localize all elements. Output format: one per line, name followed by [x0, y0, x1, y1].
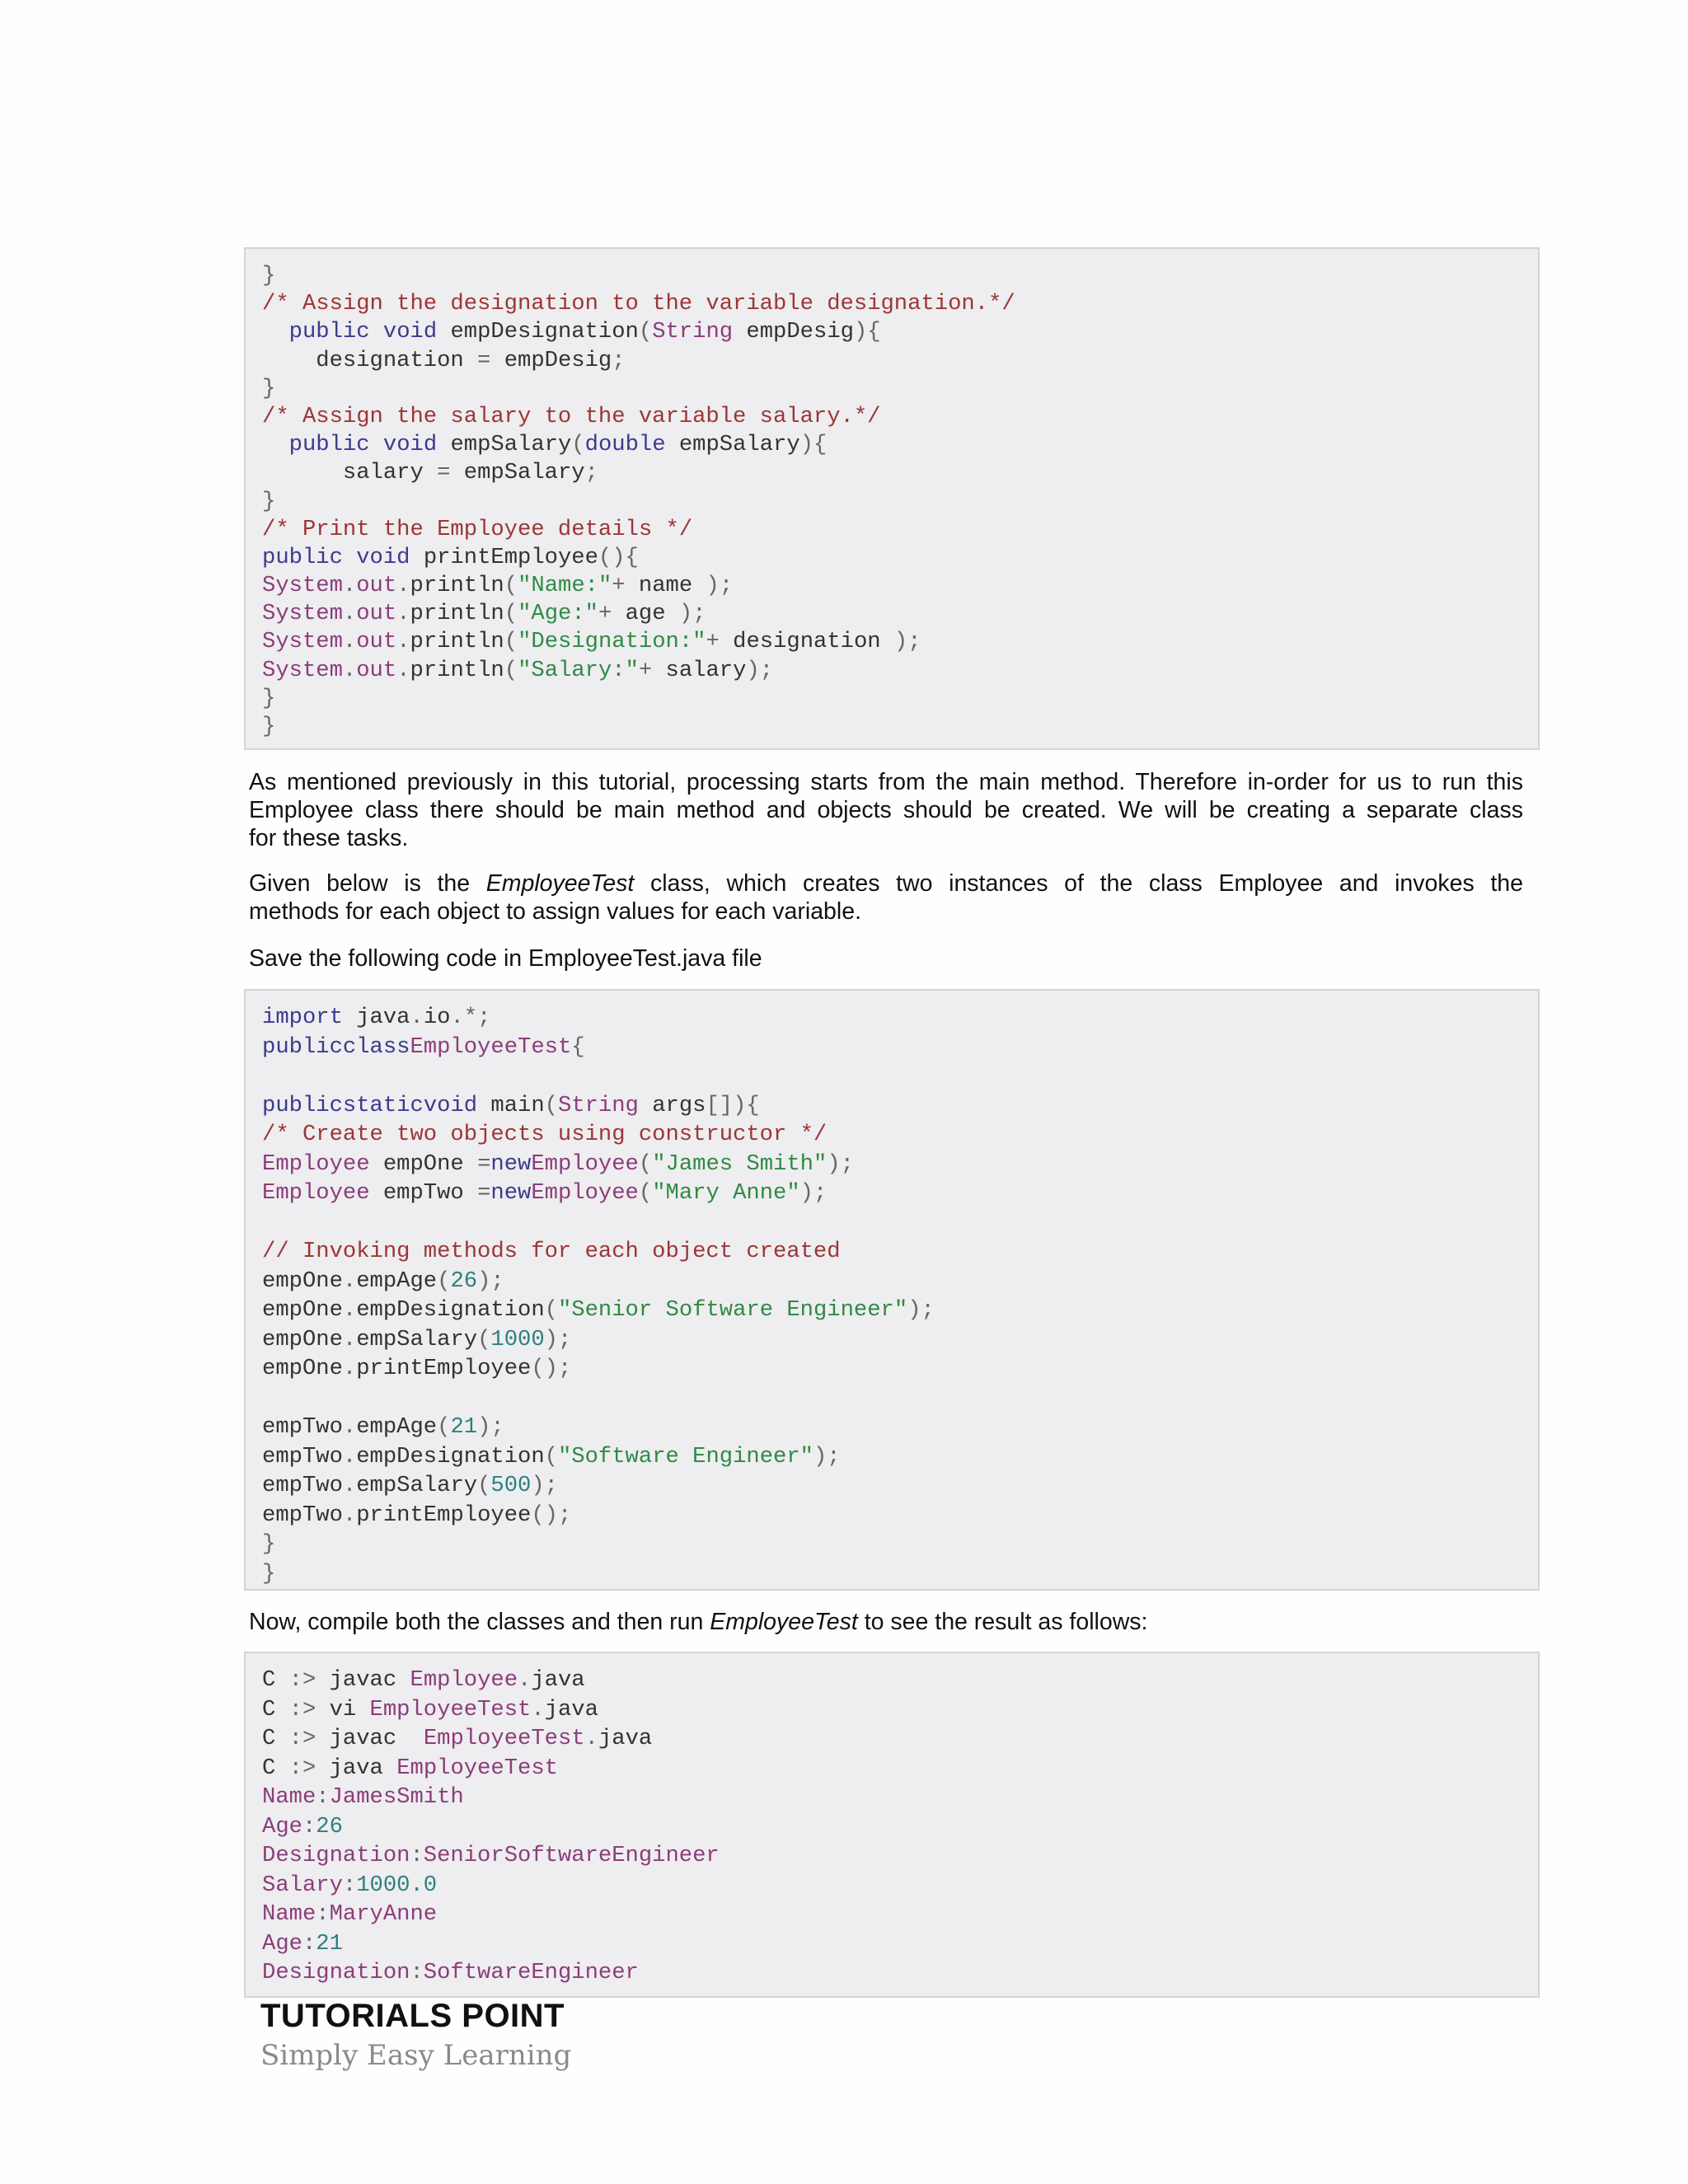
- code-token: :: [316, 1901, 330, 1927]
- code-line: [262, 459, 1538, 487]
- code-token: EmployeeTest: [423, 1726, 585, 1751]
- code-token: salary: [262, 460, 438, 486]
- code-token: static: [342, 1092, 424, 1118]
- code-line: [262, 431, 1538, 459]
- code-token: io: [423, 1005, 451, 1030]
- code-token: 21: [450, 1414, 478, 1440]
- code-token: .: [342, 1268, 357, 1294]
- code-token: .: [342, 601, 357, 627]
- code-token: =: [477, 1151, 491, 1177]
- code-line: [262, 1560, 1538, 1590]
- code-token: [370, 319, 383, 344]
- code-token: EmployeeTest: [396, 1755, 558, 1781]
- text-line: for these tasks.: [249, 825, 409, 851]
- code-token: ();: [531, 1502, 572, 1528]
- code-token: );: [813, 1443, 841, 1469]
- code-token: .: [342, 1414, 357, 1440]
- code-token: :: [410, 1960, 424, 1985]
- code-token: name: [625, 573, 706, 599]
- code-token: .: [518, 1667, 532, 1693]
- code-token: java: [531, 1667, 585, 1693]
- code-token: "Software Engineer": [557, 1443, 814, 1469]
- code-token: empTwo: [369, 1180, 478, 1206]
- code-token: 1000: [490, 1326, 545, 1352]
- code-token: 1000.0: [356, 1872, 438, 1898]
- code-token: .: [342, 629, 357, 655]
- text-span: to see the result as follows:: [857, 1609, 1148, 1635]
- code-token: =: [437, 460, 451, 486]
- code-token: out: [356, 657, 397, 683]
- code-token: );: [799, 1180, 828, 1206]
- code-token: println: [410, 601, 504, 627]
- code-token: void: [382, 432, 438, 458]
- code-line: [262, 318, 1538, 346]
- code-line: [262, 685, 1538, 713]
- code-token: empSalary: [450, 460, 585, 486]
- code-token: );: [531, 1473, 558, 1498]
- code-token: {: [571, 1033, 585, 1060]
- code-token: (: [477, 1473, 491, 1498]
- code-token: );: [746, 657, 774, 683]
- code-token: new: [490, 1151, 532, 1177]
- code-token: printEmployee: [410, 544, 598, 570]
- code-token: main: [477, 1092, 545, 1118]
- code-token: empTwo: [262, 1502, 343, 1528]
- code-line: [262, 1355, 1538, 1385]
- text-span: Given below is the: [249, 870, 486, 897]
- code-token: "Designation:": [518, 629, 706, 655]
- code-line: [262, 1296, 1538, 1326]
- code-line: [262, 1033, 1538, 1063]
- code-token: (: [571, 432, 585, 458]
- code-token: 26: [316, 1813, 343, 1840]
- code-token: System: [262, 657, 343, 683]
- code-token: [262, 432, 289, 457]
- code-line: [262, 1209, 1538, 1239]
- code-block-employeetest: [244, 989, 1540, 1591]
- code-token: .: [342, 1356, 357, 1381]
- code-token: empSalary: [437, 432, 572, 458]
- code-line: [262, 403, 1538, 431]
- code-token: java: [598, 1726, 653, 1751]
- code-token: );: [706, 573, 734, 599]
- code-line: [262, 1696, 1538, 1726]
- paragraph-main-method: [249, 768, 1523, 852]
- footer-brand-title: TUTORIALS POINT: [260, 1998, 565, 2034]
- code-token: [262, 319, 289, 344]
- code-token: (: [544, 1297, 558, 1323]
- code-token: .: [584, 1726, 598, 1751]
- code-line: [262, 1092, 1538, 1122]
- code-token: =: [477, 347, 491, 373]
- code-token: java: [316, 1755, 397, 1781]
- code-line: [262, 1900, 1538, 1930]
- code-token: empOne: [369, 1151, 478, 1177]
- code-token: :: [316, 1784, 330, 1810]
- code-token: empSalary: [665, 432, 800, 458]
- code-token: designation: [719, 629, 894, 655]
- code-line: [262, 1725, 1538, 1755]
- code-token: 26: [450, 1268, 478, 1294]
- code-token: EmployeeTest: [410, 1033, 572, 1060]
- code-line: [262, 1268, 1538, 1297]
- code-token: );: [678, 601, 706, 627]
- text-line: As mentioned previously in this tutorial, processing starts from the main method. Therefore in-order for us to run this: [249, 769, 1523, 795]
- code-line: [262, 1326, 1538, 1356]
- code-token: salary: [652, 657, 747, 683]
- code-token: out: [356, 601, 397, 627]
- code-token: empOne: [262, 1297, 343, 1323]
- code-token: SoftwareEngineer: [423, 1960, 639, 1985]
- code-token: System: [262, 601, 343, 627]
- code-line: [262, 1842, 1538, 1872]
- code-token: +: [706, 629, 720, 655]
- code-token: .: [396, 573, 410, 599]
- code-token: (){: [598, 544, 639, 570]
- code-token: out: [356, 573, 397, 599]
- code-token: JamesSmith: [329, 1784, 464, 1810]
- code-token: (: [437, 1268, 451, 1294]
- code-token: empOne: [262, 1268, 343, 1294]
- code-token: ){: [853, 319, 881, 345]
- code-token: "Salary:": [518, 657, 639, 683]
- code-token: .: [396, 629, 410, 655]
- code-token: java: [544, 1696, 598, 1722]
- paragraph-compile-instruction: [249, 1608, 1523, 1636]
- code-line: [262, 1530, 1538, 1560]
- code-token: public: [288, 319, 370, 345]
- code-token: }: [262, 714, 276, 739]
- code-token: [343, 545, 356, 570]
- code-token: (: [638, 319, 653, 345]
- code-line: [262, 1783, 1538, 1813]
- code-token: :: [342, 1872, 357, 1898]
- code-token: empDesignation: [356, 1443, 545, 1469]
- code-token: /* Create two objects using constructor */: [262, 1122, 828, 1147]
- code-token: C: [262, 1667, 289, 1693]
- code-token: "Age:": [518, 601, 598, 627]
- code-token: :>: [288, 1726, 316, 1751]
- code-token: /* Print the Employee details */: [262, 516, 693, 542]
- code-token: age: [612, 601, 679, 627]
- code-line: [262, 1930, 1538, 1960]
- code-token: 500: [490, 1473, 532, 1498]
- code-line: [262, 1385, 1538, 1414]
- footer-brand-tagline: Simply Easy Learning: [260, 2039, 572, 2072]
- code-token: .*;: [450, 1005, 491, 1030]
- code-token: Name: [262, 1901, 316, 1927]
- code-token: :>: [288, 1755, 316, 1781]
- text-line: Employee class there should be main method and objects should be created. We will be creating a separate class: [249, 797, 1523, 823]
- code-line: [262, 347, 1538, 375]
- code-token: Age: [262, 1813, 302, 1840]
- code-token: public: [262, 1092, 343, 1118]
- code-token: void: [382, 319, 438, 345]
- code-token: "James Smith": [652, 1151, 828, 1177]
- code-token: (: [504, 629, 518, 655]
- code-line: [262, 657, 1538, 685]
- code-token: (: [437, 1414, 451, 1440]
- code-token: .: [396, 601, 410, 627]
- code-token: ){: [799, 432, 828, 458]
- code-token: public: [288, 432, 370, 458]
- code-token: );: [477, 1268, 504, 1294]
- code-line: [262, 713, 1538, 741]
- code-token: .: [342, 1326, 357, 1352]
- code-token: public: [262, 544, 343, 570]
- code-token: // Invoking methods for each object created: [262, 1239, 841, 1264]
- code-token: ();: [531, 1356, 572, 1381]
- code-token: }: [262, 1531, 276, 1557]
- code-token: MaryAnne: [329, 1901, 438, 1927]
- code-token: (: [638, 1180, 653, 1206]
- code-token: println: [410, 657, 504, 683]
- code-token: empDesignation: [356, 1297, 545, 1323]
- code-token: System: [262, 629, 343, 655]
- code-line: [262, 544, 1538, 572]
- code-token: (: [544, 1443, 558, 1469]
- code-line: [262, 1502, 1538, 1531]
- code-token: +: [598, 601, 612, 627]
- code-token: (: [504, 573, 518, 599]
- code-token: .: [342, 1443, 357, 1469]
- code-token: (: [504, 601, 518, 627]
- class-name-emphasis: EmployeeTest: [710, 1609, 858, 1635]
- code-token: }: [262, 488, 276, 514]
- code-token: +: [638, 657, 653, 683]
- code-line: [262, 1238, 1538, 1268]
- code-token: =: [477, 1180, 491, 1206]
- code-token: String: [557, 1092, 639, 1118]
- code-token: );: [827, 1151, 854, 1177]
- code-token: designation: [262, 347, 478, 373]
- code-token: empTwo: [262, 1414, 343, 1440]
- code-token: empOne: [262, 1326, 343, 1352]
- code-token: empAge: [356, 1268, 438, 1294]
- paragraph-save-instruction: [249, 944, 1523, 972]
- code-token: Employee: [262, 1151, 370, 1177]
- code-line: [262, 1666, 1538, 1696]
- code-token: C: [262, 1755, 289, 1781]
- class-name-emphasis: EmployeeTest: [485, 870, 635, 897]
- code-token: "Senior Software Engineer": [557, 1297, 908, 1323]
- code-line: [262, 572, 1538, 600]
- code-token: SeniorSoftwareEngineer: [423, 1843, 720, 1868]
- code-token: empSalary: [356, 1473, 478, 1498]
- code-token: System: [262, 573, 343, 599]
- text-span: Now, compile both the classes and then run: [249, 1609, 710, 1635]
- code-token: C: [262, 1726, 289, 1751]
- code-token: empDesig: [490, 347, 612, 373]
- code-token: /* Assign the designation to the variable designation.*/: [262, 291, 1015, 317]
- code-token: new: [490, 1180, 532, 1206]
- code-token: Designation: [262, 1843, 410, 1868]
- code-token: C: [262, 1696, 289, 1722]
- code-token: empSalary: [356, 1326, 478, 1352]
- code-line: [262, 628, 1538, 656]
- code-token: out: [356, 629, 397, 655]
- code-token: javac: [316, 1726, 424, 1751]
- code-line: [262, 1872, 1538, 1901]
- text-span: class, which creates two instances of the class Employee and invokes the: [634, 870, 1523, 897]
- code-block-employee-methods: [244, 247, 1540, 750]
- code-token: Employee: [410, 1667, 518, 1693]
- code-token: empDesignation: [437, 319, 639, 345]
- code-token: void: [356, 544, 410, 570]
- code-token: printEmployee: [356, 1502, 532, 1528]
- code-token: (: [544, 1092, 558, 1118]
- code-token: .: [396, 657, 410, 683]
- code-token: empAge: [356, 1414, 438, 1440]
- code-token: empOne: [262, 1356, 343, 1381]
- code-token: println: [410, 629, 504, 655]
- code-token: );: [893, 629, 921, 655]
- code-line: [262, 600, 1538, 628]
- code-token: Employee: [531, 1180, 639, 1206]
- code-block-console-output: [244, 1652, 1540, 1998]
- code-token: args: [638, 1092, 706, 1118]
- code-token: empTwo: [262, 1443, 343, 1469]
- code-token: }: [262, 685, 276, 711]
- code-token: (: [638, 1151, 653, 1177]
- code-token: :>: [288, 1667, 316, 1693]
- code-token: (: [477, 1326, 491, 1352]
- code-line: [262, 1755, 1538, 1784]
- code-token: String: [652, 319, 734, 345]
- code-token: (: [504, 657, 518, 683]
- code-token: }: [262, 375, 276, 401]
- code-token: []){: [706, 1092, 760, 1118]
- code-token: EmployeeTest: [369, 1696, 532, 1722]
- code-token: }: [262, 1560, 276, 1586]
- text-line: Save the following code in EmployeeTest.java file: [249, 945, 762, 972]
- code-token: public: [262, 1033, 343, 1060]
- code-token: println: [410, 573, 504, 599]
- code-token: Employee: [531, 1151, 639, 1177]
- code-token: .: [342, 1297, 357, 1323]
- code-line: [262, 262, 1538, 290]
- code-token: class: [342, 1033, 410, 1060]
- code-token: import: [262, 1005, 343, 1030]
- paragraph-employeetest-intro: [249, 869, 1523, 926]
- text-line: methods for each object to assign values for each variable.: [249, 898, 862, 925]
- code-line: [262, 1959, 1538, 1989]
- code-line: [262, 1413, 1538, 1443]
- code-token: javac: [316, 1667, 410, 1693]
- code-line: [262, 375, 1538, 403]
- code-token: Age: [262, 1930, 302, 1957]
- code-token: [370, 432, 383, 457]
- code-token: ;: [612, 347, 626, 373]
- code-token: empTwo: [262, 1473, 343, 1498]
- code-token: double: [584, 432, 666, 458]
- code-token: +: [612, 573, 626, 599]
- code-token: empDesig: [733, 319, 854, 345]
- code-token: "Name:": [518, 573, 612, 599]
- code-token: Name: [262, 1784, 316, 1810]
- code-line: [262, 488, 1538, 516]
- code-token: ;: [584, 460, 598, 486]
- code-token: :: [302, 1813, 316, 1840]
- code-line: [262, 1004, 1538, 1033]
- code-token: vi: [316, 1696, 370, 1722]
- code-token: Employee: [262, 1180, 370, 1206]
- code-line: [262, 1443, 1538, 1473]
- code-token: }: [262, 263, 276, 288]
- code-token: void: [423, 1092, 478, 1118]
- code-token: "Mary Anne": [652, 1180, 800, 1206]
- code-token: Designation: [262, 1960, 410, 1985]
- code-token: :>: [288, 1696, 316, 1722]
- code-line: [262, 290, 1538, 318]
- code-line: [262, 1062, 1538, 1092]
- code-token: Salary: [262, 1872, 343, 1898]
- code-token: .: [342, 1473, 357, 1498]
- code-line: [262, 1151, 1538, 1180]
- code-token: );: [907, 1297, 935, 1323]
- code-line: [262, 1813, 1538, 1843]
- code-token: /* Assign the salary to the variable salary.*/: [262, 403, 881, 429]
- code-token: .: [342, 573, 357, 599]
- code-line: [262, 516, 1538, 544]
- code-token: .: [410, 1005, 424, 1030]
- code-token: .: [531, 1696, 545, 1722]
- code-line: [262, 1472, 1538, 1502]
- code-token: 21: [316, 1930, 343, 1957]
- code-token: );: [544, 1326, 572, 1352]
- code-token: :: [410, 1843, 424, 1868]
- code-token: .: [342, 1502, 357, 1528]
- code-token: java: [342, 1005, 410, 1030]
- code-token: );: [477, 1414, 504, 1440]
- code-token: :: [302, 1930, 316, 1957]
- code-line: [262, 1121, 1538, 1151]
- code-line: [262, 1179, 1538, 1209]
- code-token: .: [342, 657, 357, 683]
- code-token: printEmployee: [356, 1356, 532, 1381]
